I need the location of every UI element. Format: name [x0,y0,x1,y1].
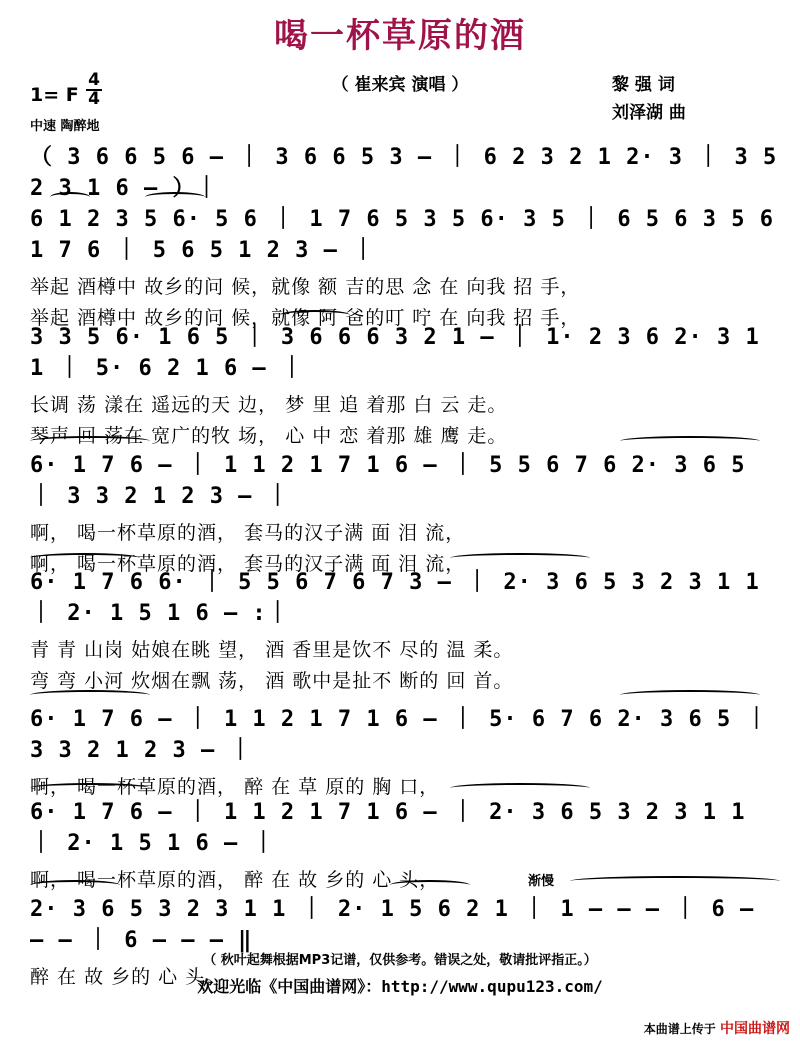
tempo-marking: 中速 陶醉地 [30,119,100,134]
tie-mark [280,310,350,320]
score-system [30,140,778,202]
tie-mark [390,880,470,890]
key-signature: 1= F [30,84,79,106]
tie-mark [145,192,205,202]
lyric-line: 醉 在 故 乡的 心 头。 [30,966,226,988]
welcome-line: 欢迎光临《中国曲谱网》：http://www.qupu123.com/ [197,977,603,996]
footer [644,1018,790,1038]
page-title: 喝一杯草原的酒 [274,16,526,56]
lyric-line: 啊， 喝一杯草原的酒， 醉 在 故 乡的 心 头， [30,869,440,891]
tie-mark [30,880,120,890]
tie-mark [620,690,760,700]
tie-mark [450,783,590,793]
lyric-line: 长调 荡 漾在 遥远的天 边， 梦 里 追 着那 白 云 走。 [30,394,508,416]
notes-line: 6· 1 7 6 – ｜ 1 1 2 1 7 1 6 – ｜ 5 5 6 7 6 2· 3 6 5 ｜ 3 3 2 1 2 3 – ｜ [30,453,746,509]
score-system [30,202,778,330]
tie-mark [30,783,150,793]
notes-line: 2· 3 6 5 3 2 3 1 1 ｜ 2· 1 5 6 2 1 ｜ 1 – – – ｜ 6 – – – ｜ 6 – – – ‖ [30,897,755,953]
tie-mark [570,876,780,886]
tie-mark [50,192,90,202]
composer: 刘泽湖 曲 [612,103,686,123]
brand-logo[interactable]: 中国曲谱网 [720,1021,790,1037]
notes-line: 6· 1 7 6 – ｜ 1 1 2 1 7 1 6 – ｜ 2· 3 6 5 3 2 3 1 1 ｜ 2· 1 5 1 6 – ｜ [30,800,746,856]
score-system [30,702,778,799]
tie-mark [30,553,140,563]
lyric-line: 举起 酒樽中 故乡的问 候，就像 阿 爸的叮 咛 在 向我 招 手， [30,307,581,329]
footer-upload-text: 本曲谱上传于 [643,1022,716,1036]
performer: （ 崔来宾 演唱 ） [331,75,469,95]
lyric-line: 琴声 回 荡在 宽广的牧 场， 心 中 恋 着那 雄 鹰 走。 [30,425,508,447]
lyricist: 黎 强 词 [612,75,675,95]
lyric-line: 啊， 喝一杯草原的酒， 套马的汉子满 面 泪 流， [30,522,466,544]
time-signature [86,72,102,108]
lyric-line: 弯 弯 小河 炊烟在飘 荡， 酒 歌中是扯不 断的 回 首。 [30,670,514,692]
lyric-line: 举起 酒樽中 故乡的问 候，就像 额 吉的思 念 在 向我 招 手， [30,276,581,298]
tempo-change-marker: 渐慢 [528,874,555,889]
tie-mark [620,436,760,446]
score-system [30,448,778,576]
time-top: 4 [88,70,100,90]
lyric-line: 青 青 山岗 姑娘在眺 望， 酒 香里是饮不 尽的 温 柔。 [30,639,514,661]
notes-line: 6· 1 7 6 – ｜ 1 1 2 1 7 1 6 – ｜ 5· 6 7 6 2· 3 6 5 ｜ 3 3 2 1 2 3 – ｜ [30,707,769,763]
notes-line: 3 3 5 6· 1 6 5 ｜ 3 6 6 6 3 2 1 – ｜ 1· 2 3 6 2· 3 1 1 ｜ 5· 6 2 1 6 – ｜ [30,325,760,381]
notes-line: （ 3 6 6 5 6 – ｜ 3 6 6 5 3 – ｜ 6 2 3 2 1 2· 3 ｜ 3 5 2 3 1 6 – ）｜ [30,145,778,201]
time-bottom: 4 [88,89,100,109]
tie-mark [450,553,590,563]
lyric-line: 啊， 喝一杯草原的酒， 醉 在 草 原的 胸 口， [30,776,440,798]
lyric-line: 啊， 喝一杯草原的酒， 套马的汉子满 面 泪 流， [30,553,466,575]
score-system [30,565,778,693]
transcription-note: （ 秋叶起舞根据MP3记谱，仅供参考。错误之处，敬请批评指正。） [203,953,597,968]
tie-mark [30,690,150,700]
tie-mark [30,436,150,446]
notes-line: 6· 1 7 6 6· ｜ 5 5 6 7 6 7 3 – ｜ 2· 3 6 5 3 2 3 1 1 ｜ 2· 1 5 1 6 – :｜ [30,570,760,626]
score-system [30,320,778,448]
notes-line: 6 1 2 3 5 6· 5 6 ｜ 1 7 6 5 3 5 6· 3 5 ｜ 6 5 6 3 5 6 1 7 6 ｜ 5 6 5 1 2 3 – ｜ [30,207,775,263]
